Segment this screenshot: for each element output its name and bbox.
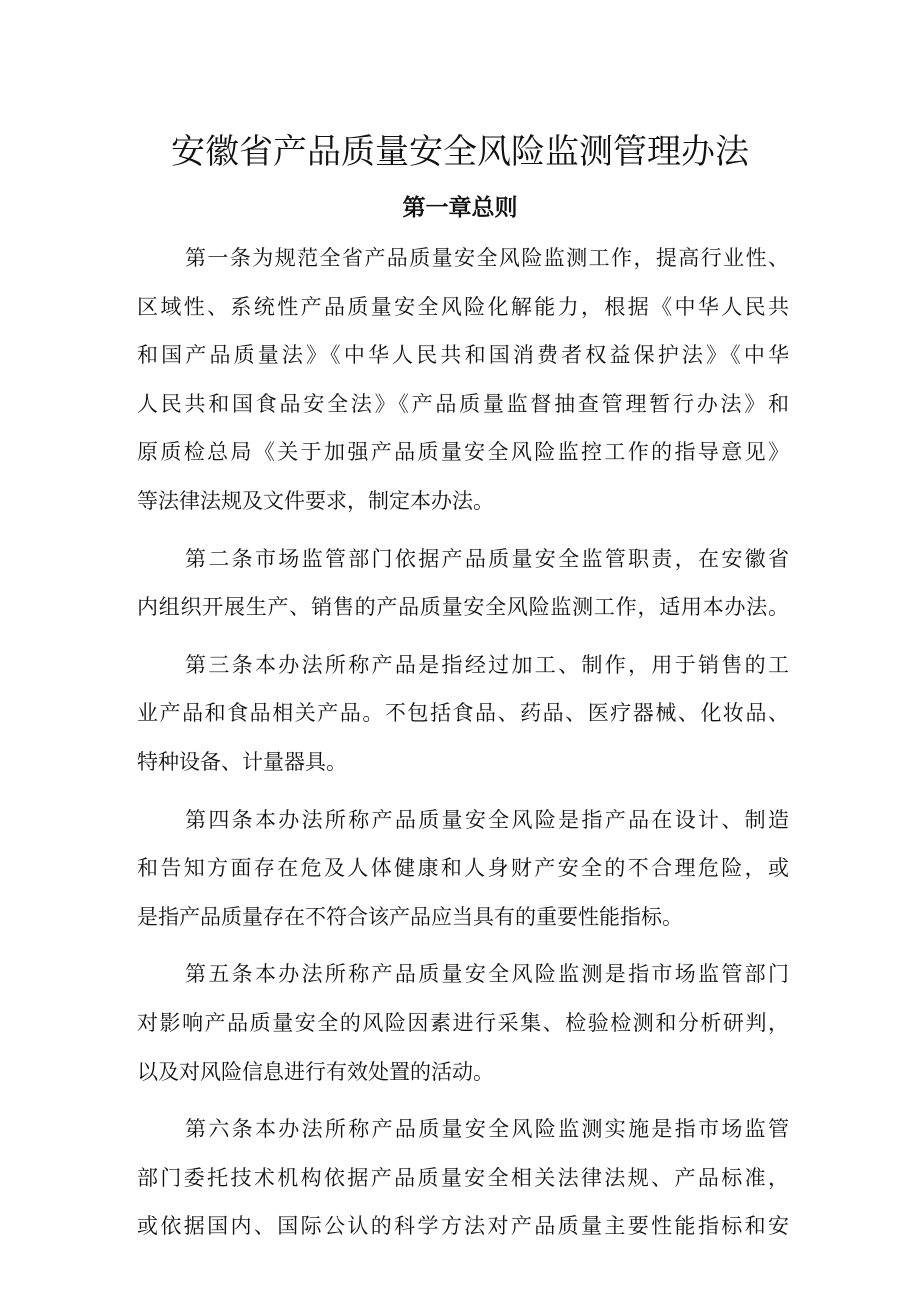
text-line: 第五条本办法所称产品质量安全风险监测是指市场监管部门	[185, 962, 789, 987]
text-line: 对影响产品质量安全的风险因素进行采集、检验检测和分析研判，	[137, 1010, 789, 1035]
article-6	[137, 1105, 789, 1251]
article-3	[137, 641, 789, 787]
text-line: 或依据国内、国际公认的科学方法对产品质量主要性能指标和安	[137, 1214, 789, 1239]
article-4	[137, 796, 789, 942]
text-line: 内组织开展生产、销售的产品质量安全风险监测工作，适用本办法。	[137, 595, 789, 620]
text-line: 区域性、系统性产品质量安全风险化解能力，根据《中华人民共	[137, 294, 789, 319]
text-line: 第一条为规范全省产品质量安全风险监测工作，提高行业性、	[185, 246, 789, 270]
text-line: 第四条本办法所称产品质量安全风险是指产品在设计、制造	[185, 807, 789, 832]
text-line: 等法律法规及文件要求，制定本办法。	[137, 488, 494, 513]
text-line: 人民共和国食品安全法》《产品质量监督抽查管理暂行办法》和	[137, 391, 789, 416]
text-line: 原质检总局《关于加强产品质量安全风险监控工作的指导意见》	[137, 440, 789, 465]
article-5	[137, 950, 789, 1096]
chapter-title: 第一章总则	[402, 195, 518, 221]
text-line: 部门委托技术机构依据产品质量安全相关法律法规、产品标准，	[137, 1165, 789, 1190]
text-line: 和告知方面存在危及人体健康和人身财产安全的不合理危险，或	[137, 856, 789, 881]
text-line: 第二条市场监管部门依据产品质量安全监管职责，在安徽省	[185, 546, 789, 571]
article-2	[137, 535, 789, 632]
text-line: 特种设备、计量器具。	[137, 749, 347, 774]
article-1	[137, 234, 789, 526]
document-title: 安徽省产品质量安全风险监测管理办法	[171, 132, 749, 172]
text-line: 第六条本办法所称产品质量安全风险监测实施是指市场监管	[185, 1117, 789, 1142]
text-line: 和国产品质量法》《中华人民共和国消费者权益保护法》《中华	[137, 343, 789, 368]
document-body	[137, 234, 789, 1251]
text-line: 业产品和食品相关产品。不包括食品、药品、医疗器械、化妆品、	[137, 701, 789, 726]
text-line: 第三条本办法所称产品是指经过加工、制作，用于销售的工	[185, 652, 789, 677]
text-line: 是指产品质量存在不符合该产品应当具有的重要性能指标。	[137, 904, 683, 929]
text-line: 以及对风险信息进行有效处置的活动。	[137, 1059, 494, 1084]
